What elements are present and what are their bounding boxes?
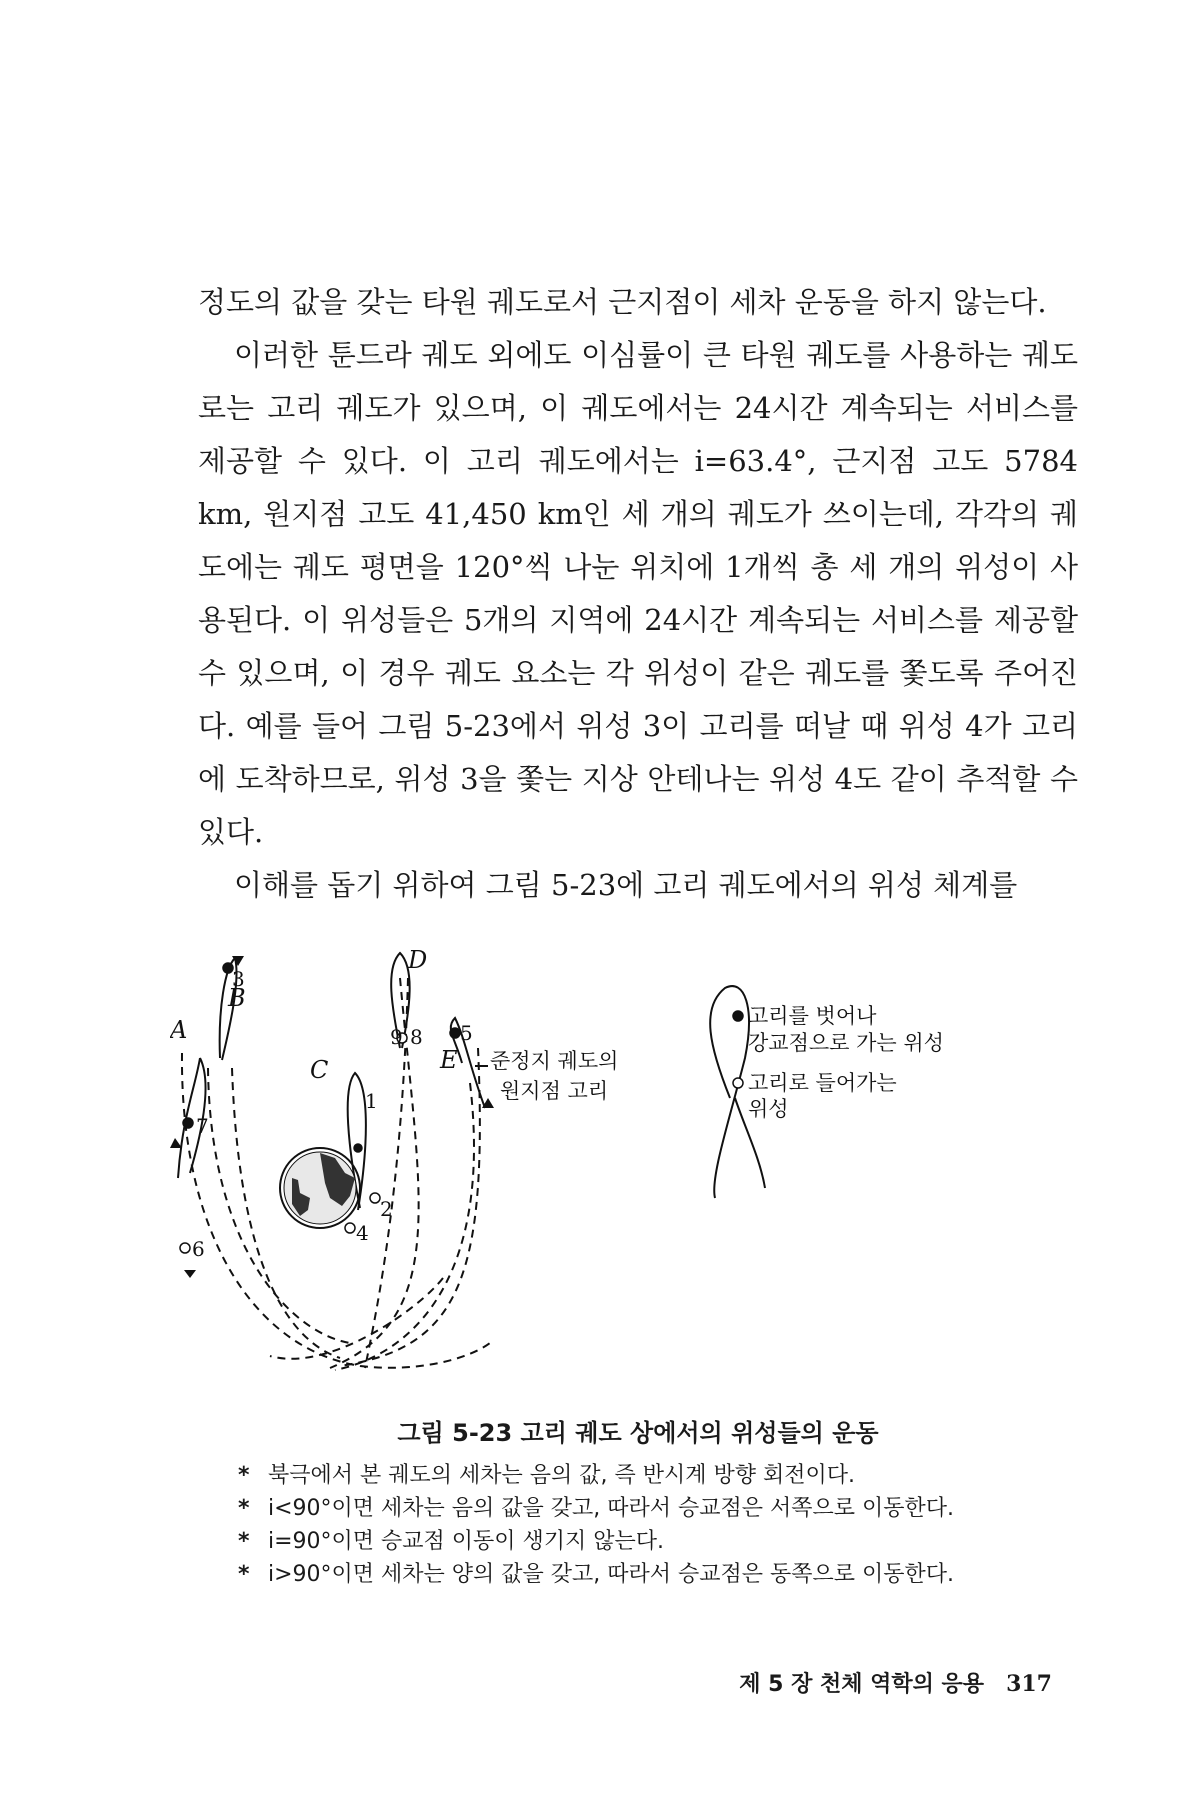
- note-text: i=90°이면 승교점 이동이 생기지 않는다.: [268, 1529, 665, 1554]
- annotation-line-2: 원지점 고리: [500, 1079, 609, 1103]
- running-head-chapter: 제 5 장 천체 역학의 응용: [739, 1672, 985, 1697]
- note-bullet: *: [238, 1496, 250, 1521]
- note-text: 북극에서 본 궤도의 세차는 음의 값, 즉 반시계 방향 회전이다.: [268, 1463, 855, 1488]
- satellite-5: [450, 1028, 460, 1038]
- legend-leaving-line-1: 고리를 벗어나: [748, 1004, 877, 1028]
- label-6: 6: [192, 1237, 205, 1261]
- label-C: C: [310, 1056, 329, 1084]
- legend-entering-line-2: 위성: [748, 1097, 789, 1121]
- figure-caption: 그림 5-23 고리 궤도 상에서의 위성들의 운동: [397, 1419, 879, 1447]
- figure-notes: [238, 1459, 1098, 1591]
- satellite-7: [183, 1118, 193, 1128]
- orbit-arc-7: [340, 1048, 480, 1366]
- annotation-line-1: 준정지 궤도의: [490, 1049, 619, 1073]
- label-E: E: [440, 1046, 458, 1074]
- orbit-arc-4: [270, 1278, 443, 1359]
- orbit-diagram: [170, 948, 1130, 1388]
- satellite-2: [370, 1193, 380, 1203]
- label-8: 8: [410, 1025, 423, 1049]
- satellite-4: [345, 1223, 355, 1233]
- label-4: 4: [356, 1221, 369, 1245]
- label-3: 3: [232, 967, 245, 991]
- note-item: [238, 1492, 1098, 1525]
- figure-loop-orbits: [170, 948, 1130, 1388]
- legend-leaving-line-2: 강교점으로 가는 위성: [748, 1031, 944, 1055]
- note-item: [238, 1558, 1098, 1591]
- note-item: [238, 1525, 1098, 1558]
- label-9: 9: [390, 1025, 403, 1049]
- legend-satellite-entering: [733, 1078, 743, 1088]
- note-bullet: *: [238, 1463, 250, 1488]
- label-D: D: [408, 948, 428, 974]
- note-text: i<90°이면 세차는 음의 값을 갖고, 따라서 승교점은 서쪽으로 이동한다.: [268, 1496, 955, 1521]
- label-A: A: [170, 1016, 188, 1044]
- body-text: [198, 276, 1078, 912]
- label-7: 7: [196, 1114, 209, 1138]
- label-B: B: [228, 984, 246, 1012]
- note-text: i>90°이면 세차는 양의 값을 갖고, 따라서 승교점은 동쪽으로 이동한다.: [268, 1562, 955, 1587]
- label-5: 5: [460, 1021, 473, 1045]
- note-bullet: *: [238, 1562, 250, 1587]
- label-1: 1: [365, 1089, 378, 1113]
- satellite-1: [354, 1144, 362, 1152]
- page-number: 317: [1006, 1671, 1052, 1697]
- label-2: 2: [380, 1197, 393, 1221]
- legend-satellite-leaving: [733, 1011, 743, 1021]
- note-bullet: *: [238, 1529, 250, 1554]
- satellite-6: [180, 1243, 190, 1253]
- arrow-6: [184, 1270, 196, 1278]
- paragraph-continued: 정도의 값을 갖는 타원 궤도로서 근지점이 세차 운동을 하지 않는다.: [198, 285, 1047, 319]
- paragraph-figure-intro: 이해를 돕기 위하여 그림 5-23에 고리 궤도에서의 위성 체계를: [234, 868, 1018, 902]
- arrow-A: [170, 1138, 182, 1148]
- note-item: [238, 1459, 1098, 1492]
- paragraph-loop-orbit: 이러한 툰드라 궤도 외에도 이심률이 큰 타원 궤도를 사용하는 궤도로는 고리 궤도가 있으며, 이 궤도에서는 24시간 계속되는 서비스를 제공할 수 있다. 이 고리 궤도에서는 i=63.4°, 근지점 고도 5784 km, 원지점 고도 41,450 km인 세 개의 궤도가 쓰이는데, 각각의 궤도에는 궤도 평면을 120°씩 나눈 위치에 1개씩 총 세 개의 위성이 사용된다. 이 위성들은 5개의 지역에 24시간 계속되는 서비스를 제공할 수 있으며, 이 경우 궤도 요소는 각 위성이 같은 궤도를 쫓도록 주어진다. 예를 들어 그림 5-23에서 위성 3이 고리를 떠날 때 위성 4가 고리에 도착하므로, 위성 3을 쫓는 지상 안테나는 위성 4도 같이 추적할 수 있다.: [198, 338, 1078, 849]
- legend-entering-line-1: 고리로 들어가는: [748, 1071, 897, 1095]
- page-footer: [739, 1667, 1052, 1698]
